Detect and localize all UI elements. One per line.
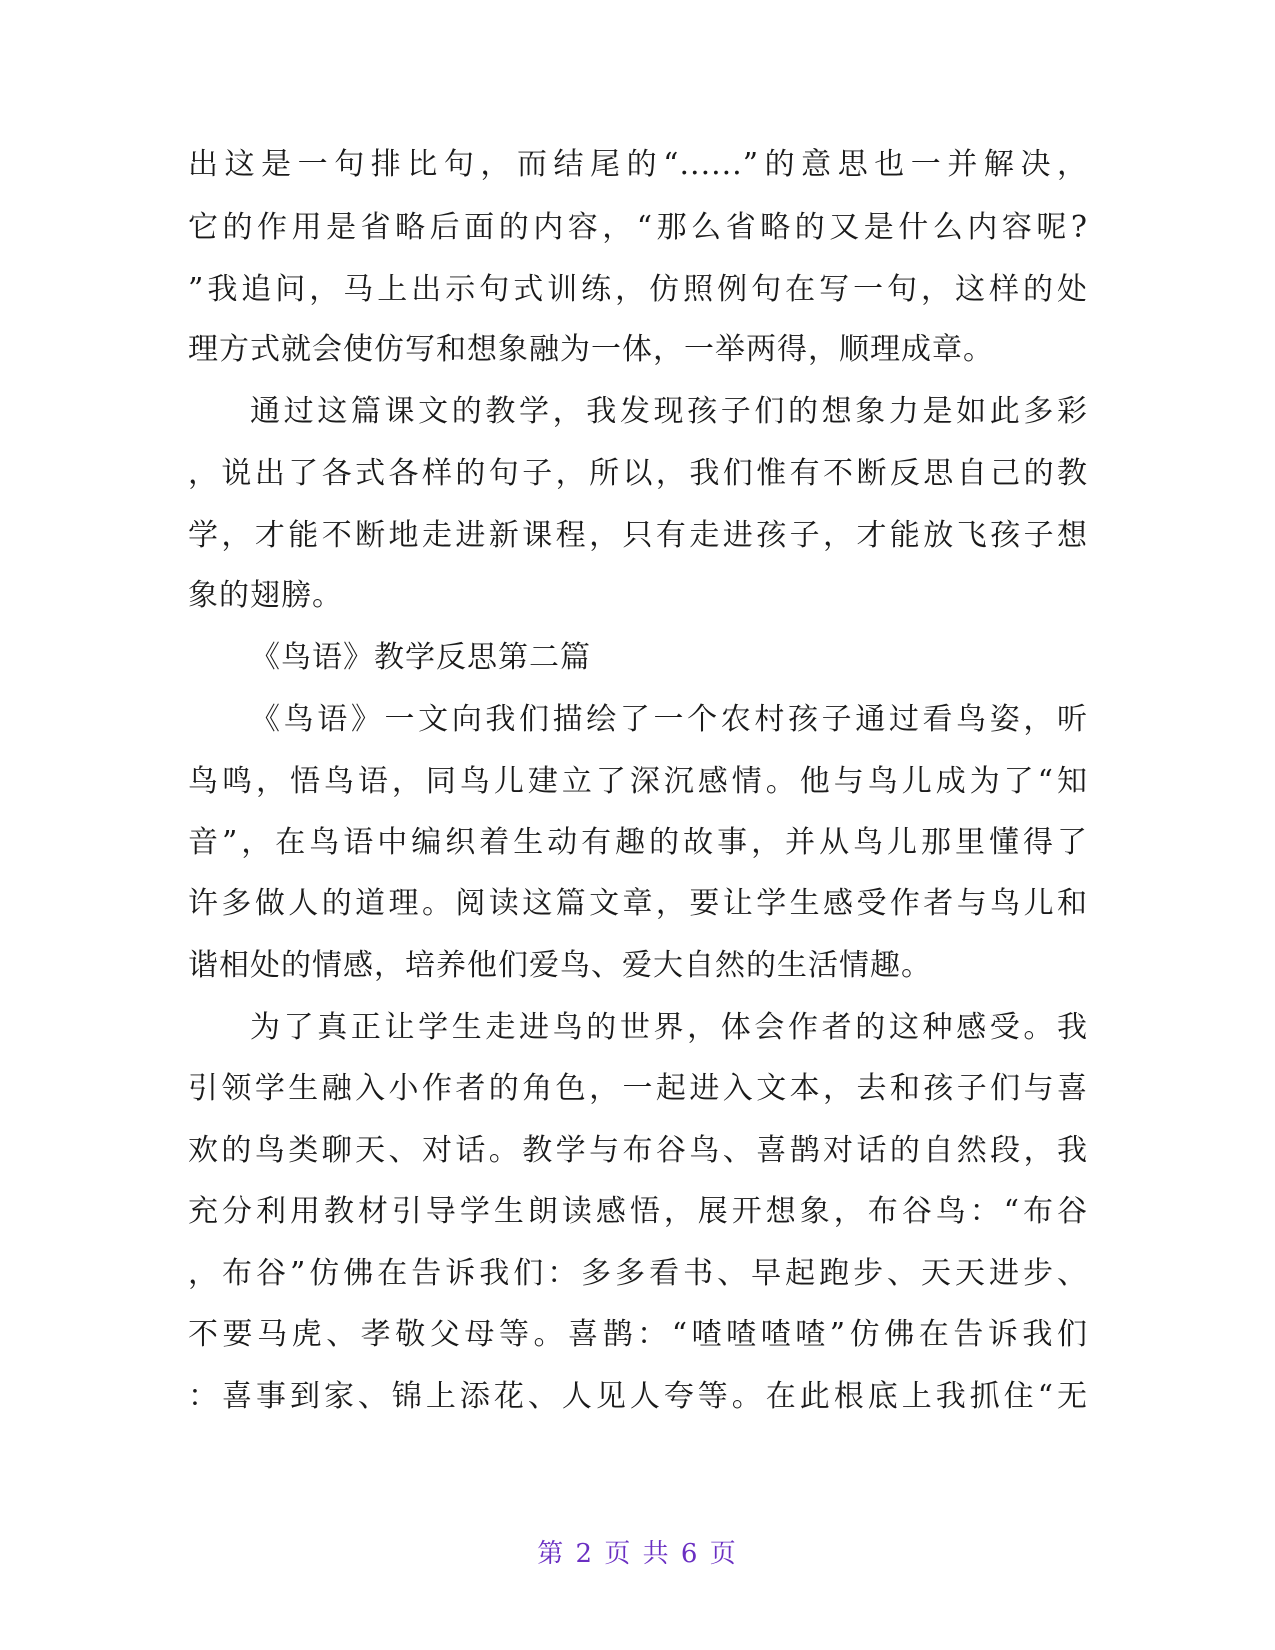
paragraph-3-line-5: 谐相处的情感，培养他们爱鸟、爱大自然的生活情趣。 — [188, 948, 932, 983]
paragraph-3-line-2: 鸟鸣，悟鸟语，同鸟儿建立了深沉感情。他与鸟儿成为了“知 — [188, 764, 1088, 799]
paragraph-3-line-3: 音”，在鸟语中编织着生动有趣的故事，并从鸟儿那里懂得了 — [188, 825, 1088, 860]
paragraph-1-line-2: 它的作用是省略后面的内容，“那么省略的又是什么内容呢? — [188, 210, 1088, 245]
paragraph-4-line-2: 引领学生融入小作者的角色，一起进入文本，去和孩子们与喜 — [188, 1071, 1088, 1106]
paragraph-2-line-4: 象的翅膀。 — [188, 578, 343, 613]
paragraph-4-line-6: 不要马虎、孝敬父母等。喜鹊：“喳喳喳喳”仿佛在告诉我们 — [188, 1317, 1088, 1352]
page-number-footer: 第 2 页 共 6 页 — [537, 1539, 738, 1569]
paragraph-1-line-1: 出这是一句排比句，而结尾的“......”的意思也一并解决， — [188, 147, 1088, 182]
paragraph-4-line-7: ：喜事到家、锦上添花、人见人夸等。在此根底上我抓住“无 — [188, 1379, 1088, 1414]
paragraph-3-line-1: 《鸟语》一文向我们描绘了一个农村孩子通过看鸟姿，听 — [250, 702, 1088, 737]
paragraph-2-line-3: 学，才能不断地走进新课程，只有走进孩子，才能放飞孩子想 — [188, 518, 1088, 553]
paragraph-2-line-2: ，说出了各式各样的句子，所以，我们惟有不断反思自己的教 — [188, 456, 1088, 491]
paragraph-4-line-1: 为了真正让学生走进鸟的世界，体会作者的这种感受。我 — [250, 1010, 1088, 1045]
paragraph-1-line-4: 理方式就会使仿写和想象融为一体，一举两得，顺理成章。 — [188, 332, 994, 367]
paragraph-3-line-4: 许多做人的道理。阅读这篇文章，要让学生感受作者与鸟儿和 — [188, 886, 1088, 921]
paragraph-4-line-5: ，布谷”仿佛在告诉我们：多多看书、早起跑步、天天进步、 — [188, 1256, 1088, 1291]
paragraph-4-line-3: 欢的鸟类聊天、对话。教学与布谷鸟、喜鹊对话的自然段，我 — [188, 1133, 1088, 1168]
paragraph-2-line-1: 通过这篇课文的教学，我发现孩子们的想象力是如此多彩 — [250, 394, 1088, 429]
section-heading: 《鸟语》教学反思第二篇 — [250, 640, 591, 675]
paragraph-4-line-4: 充分利用教材引导学生朗读感悟，展开想象，布谷鸟：“布谷 — [188, 1194, 1088, 1229]
paragraph-1-line-3: ”我追问，马上出示句式训练，仿照例句在写一句，这样的处 — [188, 272, 1088, 307]
